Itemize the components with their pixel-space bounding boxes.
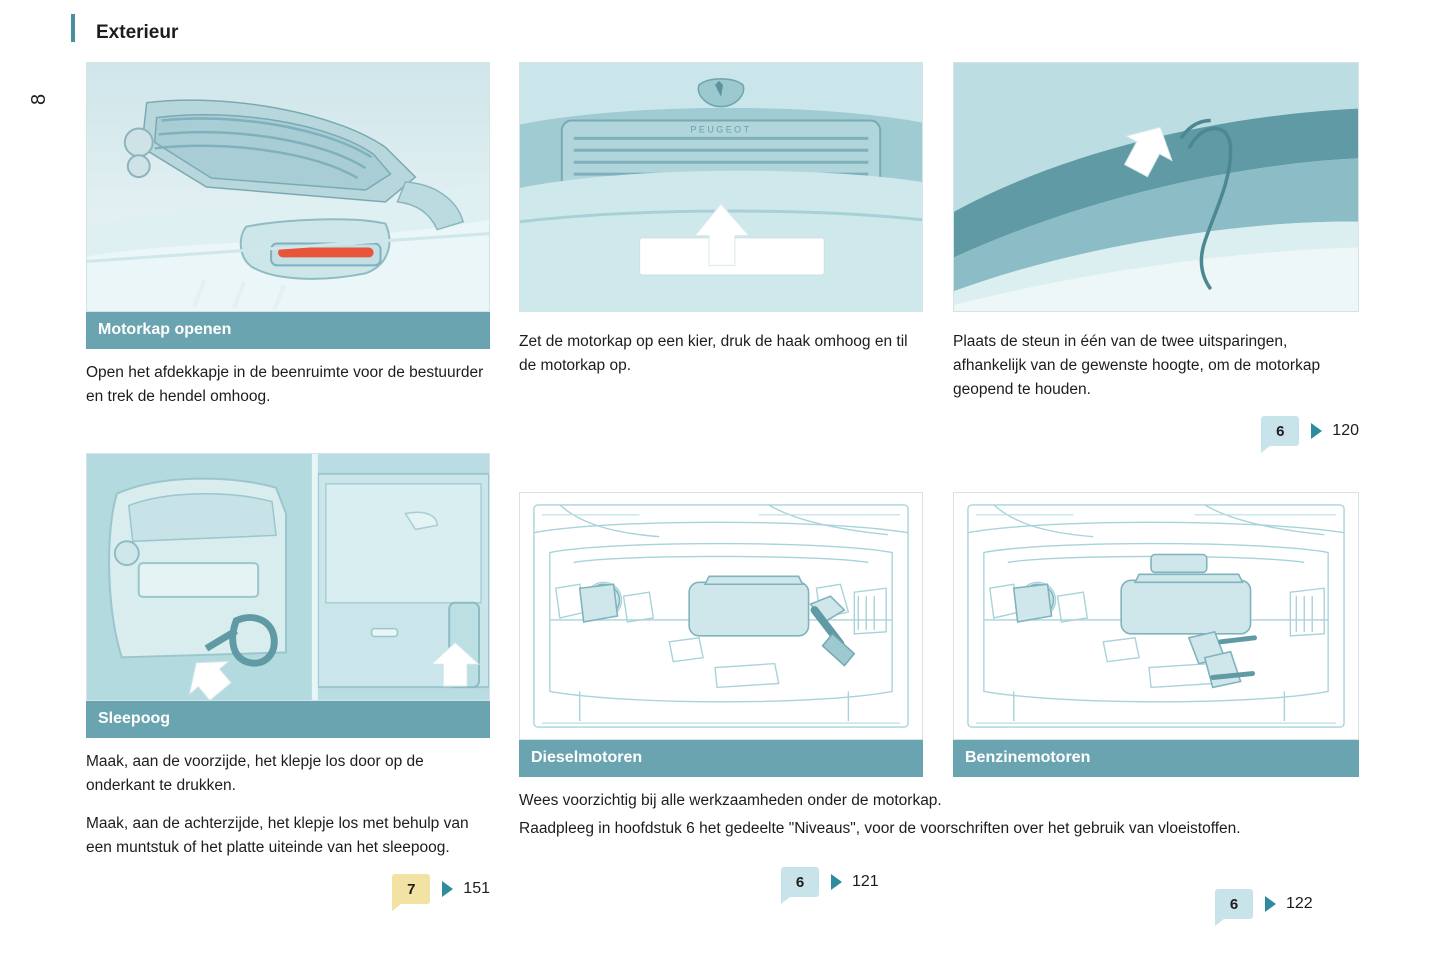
text-hood-stay [953, 330, 1359, 402]
text-hood-latch [519, 330, 923, 378]
text-hood-open [86, 361, 490, 409]
illustration-hood-stay [954, 63, 1358, 311]
text-tow-eye [86, 750, 490, 860]
figure-hood-release-handle [86, 62, 490, 312]
arrow-right-icon [1311, 423, 1322, 439]
paragraph: Zet de motorkap op een kier, druk de haak omhoog en til de motorkap op. [519, 333, 908, 374]
figure-diesel-engine-bay [519, 492, 923, 740]
illustration-tow-eye [87, 454, 489, 700]
page-title: Exterieur [96, 22, 179, 43]
column-left [86, 62, 490, 904]
block-hood-open [86, 62, 490, 409]
reference-page: 121 [852, 873, 879, 890]
paragraph: Raadpleeg in hoofdstuk 6 het gedeelte "Niveaus", voor de voorschriften over het gebruik van vloeistoffen. [519, 820, 1241, 837]
paragraph: Wees voorzichtig bij alle werkzaamheden onder de motorkap. [519, 792, 942, 809]
block-petrol [953, 492, 1359, 919]
reference-page: 151 [463, 880, 490, 897]
chapter-chip: 6 [1215, 889, 1253, 919]
arrow-right-icon [1265, 896, 1276, 912]
reference-diesel[interactable] [519, 867, 923, 897]
paragraph: Plaats de steun in één van de twee uitsparingen, afhankelijk van de gewenste hoogte, om de motorkap geopend te houden. [953, 333, 1321, 398]
caption-hood-open: Motorkap openen [86, 312, 490, 349]
chapter-chip: 6 [781, 867, 819, 897]
caption-tow-eye: Sleepoog [86, 701, 490, 738]
reference-page: 120 [1332, 422, 1359, 439]
block-hood-stay [953, 62, 1359, 446]
paragraph: Open het afdekkapje in de beenruimte voor de bestuurder en trek de hendel omhoog. [86, 364, 484, 405]
reference-hood-stay[interactable] [953, 416, 1359, 446]
illustration-hood-release [87, 63, 489, 311]
column-right [953, 62, 1359, 919]
caption-petrol: Benzinemotoren [953, 740, 1359, 777]
paragraph: Maak, aan de voorzijde, het klepje los door op de onderkant te drukken. [86, 753, 424, 794]
paragraph: Maak, aan de achterzijde, het klepje los met behulp van een muntstuk of het platte uiteinde van het sleepoog. [86, 815, 469, 856]
illustration-front-grille [520, 63, 922, 311]
figure-tow-eye-covers [86, 453, 490, 701]
illustration-petrol-engine [954, 493, 1358, 739]
page-marker-bar [71, 14, 75, 42]
page-number: 8 [28, 92, 50, 105]
block-hood-latch [519, 62, 923, 378]
reference-tow-eye[interactable] [86, 874, 490, 904]
figure-front-grille [519, 62, 923, 312]
svg-text:PEUGEOT: PEUGEOT [690, 124, 752, 135]
chapter-chip: 7 [392, 874, 430, 904]
arrow-right-icon [442, 881, 453, 897]
reference-page: 122 [1286, 895, 1313, 912]
caption-diesel: Dieselmotoren [519, 740, 923, 777]
illustration-diesel-engine [520, 493, 922, 739]
block-tow-eye [86, 453, 490, 904]
figure-hood-stay [953, 62, 1359, 312]
arrow-right-icon [831, 874, 842, 890]
chapter-chip: 6 [1261, 416, 1299, 446]
figure-petrol-engine-bay [953, 492, 1359, 740]
reference-petrol[interactable] [953, 889, 1359, 919]
